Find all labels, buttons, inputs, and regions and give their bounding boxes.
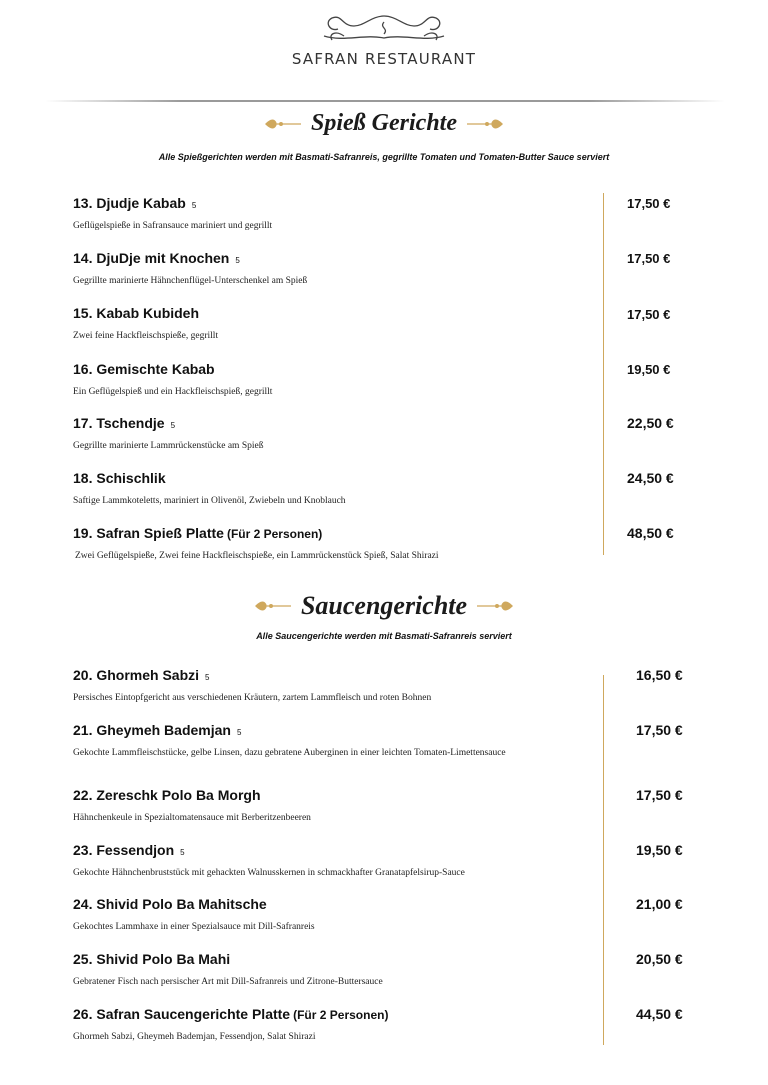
left-ornament-icon bbox=[263, 117, 303, 131]
menu-item bbox=[73, 896, 315, 933]
item-price: 19,50 € bbox=[627, 362, 671, 377]
item-name: 24. Shivid Polo Ba Mahitsche bbox=[73, 896, 267, 912]
right-ornament-icon bbox=[465, 117, 505, 131]
menu-item bbox=[73, 722, 533, 759]
section-title-text: Spieß Gerichte bbox=[311, 110, 457, 136]
item-price: 20,50 € bbox=[636, 951, 683, 967]
item-extra: (Für 2 Personen) bbox=[226, 527, 323, 541]
menu-item bbox=[73, 195, 272, 232]
item-extra: (Für 2 Personen) bbox=[293, 1008, 389, 1022]
item-price: 17,50 € bbox=[627, 196, 671, 211]
menu-item bbox=[73, 667, 431, 704]
left-ornament-icon bbox=[253, 599, 293, 613]
item-price: 22,50 € bbox=[627, 415, 674, 431]
right-ornament-icon bbox=[475, 599, 515, 613]
item-name: 16. Gemischte Kabab bbox=[73, 361, 215, 377]
item-description: Ghormeh Sabzi, Gheymeh Bademjan, Fessendjon, Salat Shirazi bbox=[73, 1032, 316, 1042]
item-name: 21. Gheymeh Bademjan bbox=[73, 722, 231, 738]
item-price: 17,50 € bbox=[627, 307, 671, 322]
item-note: 5 bbox=[235, 256, 240, 265]
item-price: 17,50 € bbox=[636, 787, 683, 803]
item-description: Gekochte Hähnchenbruststück mit gehackten Walnusskernen in schmackhafter Granatapfelsirup-Sauce bbox=[73, 868, 465, 878]
section-title-text: Saucengerichte bbox=[300, 591, 468, 620]
menu-item bbox=[73, 470, 346, 507]
item-price: 44,50 € bbox=[636, 1006, 683, 1022]
item-description: Gekochte Lammfleischstücke, gelbe Linsen, dazu gebratene Auberginen in einer leichten Tomaten-Limettensauce bbox=[73, 748, 506, 758]
item-description: Zwei feine Hackfleischspieße, gegrillt bbox=[73, 331, 219, 341]
menu-item bbox=[73, 1006, 388, 1043]
item-name: 18. Schischlik bbox=[73, 470, 166, 486]
item-description: Gekochtes Lammhaxe in einer Spezialsauce mit Dill-Safranreis bbox=[73, 922, 315, 932]
item-note: 5 bbox=[180, 848, 185, 857]
section-subtitle: Alle Saucengerichte werden mit Basmati-Safranreis serviert bbox=[256, 631, 512, 641]
item-price: 17,50 € bbox=[627, 251, 671, 266]
item-price: 16,50 € bbox=[636, 667, 683, 683]
item-description: Persisches Eintopfgericht aus verschiedenen Kräutern, zartem Lammfleisch und roten Bohnen bbox=[73, 693, 432, 703]
restaurant-name: SAFRAN RESTAURANT bbox=[291, 50, 477, 68]
menu-item bbox=[73, 951, 383, 988]
item-description: Geflügelspieße in Safransauce mariniert und gegrillt bbox=[73, 221, 273, 231]
header-divider bbox=[45, 100, 725, 102]
item-name: 20. Ghormeh Sabzi bbox=[73, 667, 200, 683]
restaurant-logo bbox=[0, 12, 768, 68]
item-note: 5 bbox=[191, 201, 197, 210]
item-name: 19. Safran Spieß Platte bbox=[73, 525, 224, 541]
item-price: 24,50 € bbox=[627, 470, 674, 486]
item-name: 23. Fessendjon bbox=[73, 842, 175, 858]
price-divider-line bbox=[603, 675, 604, 1045]
price-divider-line bbox=[603, 193, 604, 555]
item-description: Gegrillte marinierte Hähnchenflügel-Unterschenkel am Spieß bbox=[73, 276, 308, 286]
section-subtitle: Alle Spießgerichten werden mit Basmati-Safranreis, gegrillte Tomaten und Tomaten-Butter Sauce serviert bbox=[158, 152, 610, 162]
item-name: 22. Zereschk Polo Ba Morgh bbox=[73, 787, 261, 803]
item-name: 25. Shivid Polo Ba Mahi bbox=[73, 951, 231, 967]
menu-item bbox=[73, 305, 218, 342]
item-note: 5 bbox=[205, 673, 210, 682]
item-description: Gebratener Fisch nach persischer Art mit Dill-Safranreis und Zitrone-Buttersauce bbox=[73, 977, 383, 987]
menu-item bbox=[73, 415, 263, 452]
item-description: Zwei Geflügelspieße, Zwei feine Hackfleischspieße, ein Lammrückenstück Spieß, Salat Shirazi bbox=[75, 551, 439, 561]
item-description: Gegrillte marinierte Lammrückenstücke am Spieß bbox=[73, 441, 264, 451]
item-name: 26. Safran Saucengerichte Platte bbox=[73, 1006, 291, 1022]
section-title-spiess bbox=[0, 110, 768, 137]
item-name: 14. DjuDje mit Knochen bbox=[73, 250, 230, 266]
menu-item bbox=[73, 525, 439, 562]
menu-item bbox=[73, 361, 272, 398]
item-note: 5 bbox=[236, 728, 242, 737]
section-title-saucen bbox=[0, 591, 768, 621]
item-name: 15. Kabab Kubideh bbox=[73, 305, 200, 321]
item-description: Ein Geflügelspieß und ein Hackfleischspieß, gegrillt bbox=[73, 387, 273, 397]
item-name: 17. Tschendje bbox=[73, 415, 165, 431]
menu-item bbox=[73, 842, 465, 879]
item-price: 17,50 € bbox=[636, 722, 683, 738]
item-name: 13. Djudje Kabab bbox=[73, 195, 186, 211]
logo-flourish-icon bbox=[284, 12, 484, 48]
menu-item bbox=[73, 787, 311, 824]
item-description: Hähnchenkeule in Spezialtomatensauce mit Berberitzenbeeren bbox=[73, 813, 311, 823]
item-description: Saftige Lammkoteletts, mariniert in Olivenöl, Zwiebeln und Knoblauch bbox=[73, 496, 346, 506]
menu-item bbox=[73, 250, 307, 287]
item-price: 48,50 € bbox=[627, 525, 674, 541]
item-price: 19,50 € bbox=[636, 842, 683, 858]
item-price: 21,00 € bbox=[636, 896, 683, 912]
item-note: 5 bbox=[170, 421, 176, 430]
